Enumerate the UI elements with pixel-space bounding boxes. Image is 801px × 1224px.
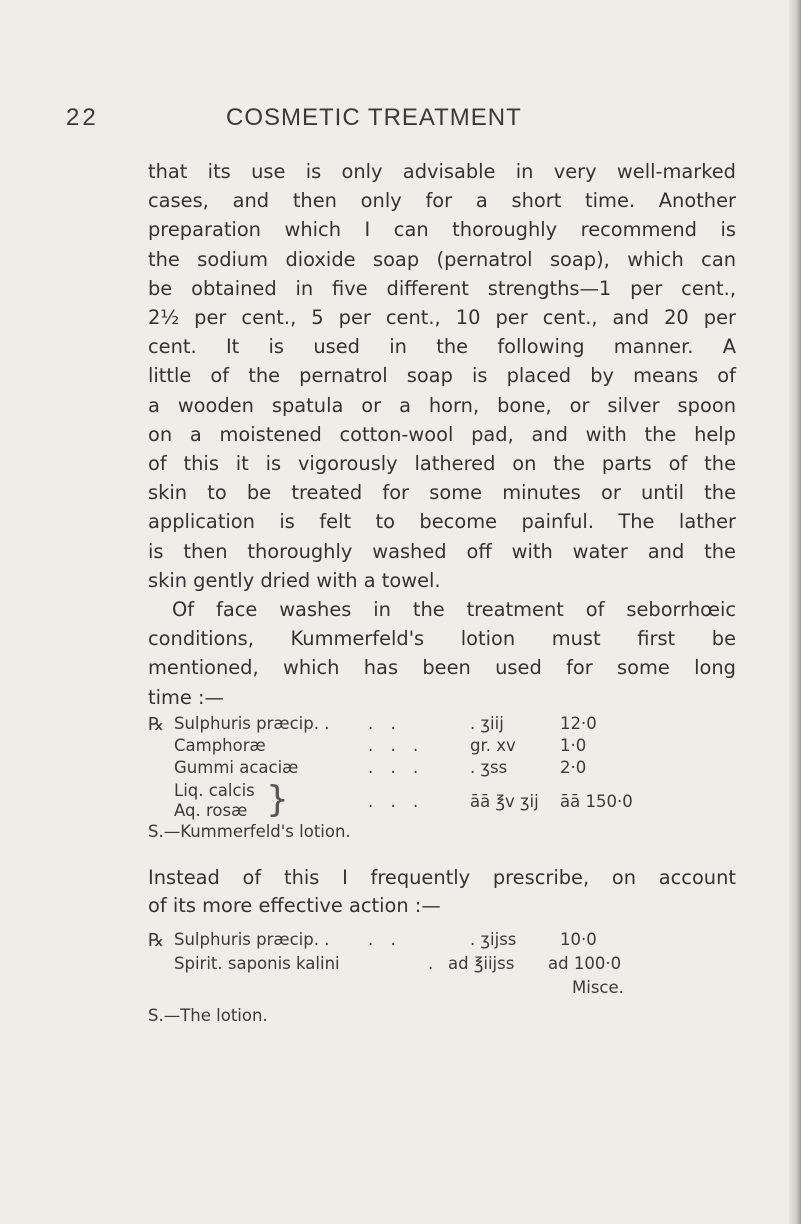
body-line: skin to be treated for some minutes or until the [148, 481, 736, 505]
ingredient-dose: gr. xv [470, 736, 516, 755]
ingredient-name: Spirit. saponis kalini [174, 954, 340, 973]
body-line: 2½ per cent., 5 per cent., 10 per cent., and 20 per [148, 306, 736, 330]
rx-row [148, 758, 748, 780]
body-line: skin gently dried with a towel. [148, 568, 441, 592]
body-line: that its use is only advisable in very well-marked [148, 160, 736, 183]
leader-dots: . . . [368, 736, 425, 755]
ingredient-dose: ad ℥iijss [448, 954, 515, 973]
body-line: a wooden spatula or a horn, bone, or silver spoon [148, 393, 736, 417]
ingredient-amount: āā 150·0 [560, 792, 633, 811]
rx-signa: S.—Kummerfeld's lotion. [148, 822, 351, 841]
body-line: be obtained in five different strengths—1 per cent., [148, 276, 736, 300]
ingredient-dose: āā ℥v ʒij [470, 792, 539, 811]
ingredient-dose: . ʒss [470, 758, 508, 777]
leader-dots: . [428, 954, 440, 973]
leader-dots: . . . [368, 758, 425, 777]
ingredient-amount: 1·0 [560, 736, 587, 755]
page-header [0, 104, 801, 140]
rx-signa: S.—The lotion. [148, 1006, 268, 1025]
body-line: little of the pernatrol soap is placed by means of [148, 364, 736, 388]
leader-dots: . . [368, 930, 402, 949]
body-line: application is felt to become painful. The lather [148, 510, 736, 534]
rx-row-combined [148, 780, 748, 822]
ingredient-name: Gummi acaciæ [174, 758, 299, 777]
rx-signa-row [148, 822, 748, 844]
ingredient-amount: 2·0 [560, 758, 587, 777]
body-line: preparation which I can thoroughly recommend is [148, 218, 736, 242]
body-line: conditions, Kummerfeld's lotion must first be [148, 627, 736, 651]
ingredient-name: Aq. rosæ [174, 801, 248, 820]
prescription-alternative [148, 930, 748, 1030]
ingredient-name: Liq. calcis [174, 781, 255, 800]
body-line: of its more effective action :— [148, 894, 441, 917]
rx-row [148, 930, 748, 954]
ingredient-amount: ad 100·0 [548, 954, 622, 973]
body-line: of this it is vigorously lathered on the parts of the [148, 452, 736, 476]
body-text [148, 157, 736, 712]
rx-signa-row [148, 1006, 748, 1030]
rx-row [148, 736, 748, 758]
page-number: 22 [66, 104, 99, 131]
body-line: the sodium dioxide soap (pernatrol soap), which can [148, 247, 736, 271]
body-line: cases, and then only for a short time. Another [148, 189, 736, 213]
ingredient-dose: . ʒiij [470, 714, 504, 733]
rx-symbol: ℞ [148, 714, 165, 735]
misce-note: Misce. [572, 978, 624, 997]
transition-text [148, 864, 736, 920]
page-edge [789, 0, 801, 1224]
body-line: Of face washes in the treatment of seborrhœic [172, 598, 736, 622]
body-line: time :— [148, 685, 224, 709]
ingredient-name: Sulphuris præcip. . [174, 714, 330, 733]
body-line: cent. It is used in the following manner. A [148, 335, 736, 359]
body-line: Instead of this I frequently prescribe, on account [148, 866, 736, 889]
ingredient-dose: . ʒijss [470, 930, 517, 949]
rx-row [148, 978, 748, 1006]
running-head: COSMETIC TREATMENT [226, 104, 522, 131]
leader-dots: . . [368, 714, 402, 733]
body-line: mentioned, which has been used for some long [148, 656, 736, 680]
prescription-kummerfeld [148, 714, 748, 844]
brace-icon: } [266, 779, 289, 820]
body-line: on a moistened cotton-wool pad, and with the help [148, 422, 736, 446]
rx-row [148, 714, 748, 736]
ingredient-name: Camphoræ [174, 736, 266, 755]
ingredient-name: Sulphuris præcip. . [174, 930, 330, 949]
ingredient-amount: 12·0 [560, 714, 597, 733]
rx-row [148, 954, 748, 978]
ingredient-amount: 10·0 [560, 930, 597, 949]
body-line: is then thoroughly washed off with water and the [148, 539, 736, 563]
rx-symbol: ℞ [148, 930, 165, 951]
leader-dots: . . . [368, 792, 425, 811]
